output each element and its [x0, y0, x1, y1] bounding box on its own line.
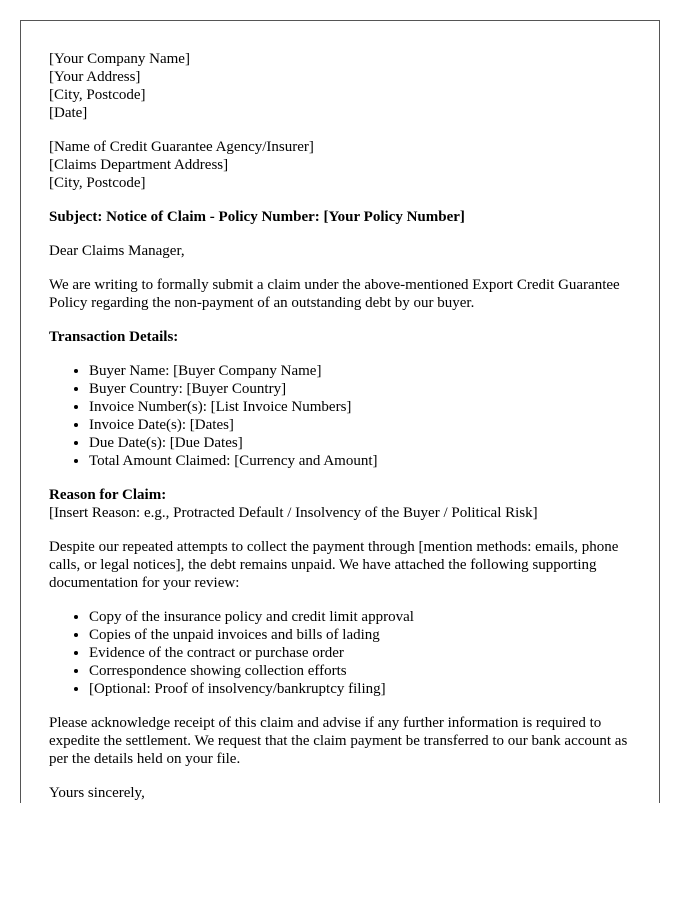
list-item: • Copies of the unpaid invoices and bills of lading	[89, 626, 631, 644]
collection-paragraph: Despite our repeated attempts to collect the payment through [mention methods: emails, phone calls, or legal notices], the debt remains unpaid. We have attached the following supporting documentation for your review:	[49, 539, 619, 591]
closing-paragraph: Please acknowledge receipt of this claim and advise if any further information is required to expedite the settlement. We request that the claim payment be transferred to our bank account as per the details held on your file.	[49, 715, 628, 767]
list-item: • Evidence of the contract or purchase order	[89, 644, 631, 662]
reason-text: [Insert Reason: e.g., Protracted Default / Insolvency of the Buyer / Political Risk]	[49, 505, 538, 521]
recipient-agency: [Name of Credit Guarantee Agency/Insurer]	[49, 139, 314, 155]
sender-company: [Your Company Name]	[49, 51, 190, 67]
list-item: • Correspondence showing collection efforts	[89, 662, 631, 680]
recipient-city: [City, Postcode]	[49, 175, 146, 191]
intro-paragraph: We are writing to formally submit a claim under the above-mentioned Export Credit Guarantee Policy regarding the non-payment of an outstanding debt by our buyer.	[49, 277, 620, 311]
letter-page	[20, 20, 660, 803]
supporting-documents-list	[49, 608, 631, 698]
reason-heading: Reason for Claim:	[49, 487, 167, 503]
list-item: • [Optional: Proof of insolvency/bankruptcy filing]	[89, 680, 631, 698]
list-item: • Copy of the insurance policy and credit limit approval	[89, 608, 631, 626]
transaction-details-list	[49, 362, 631, 470]
letter-date: [Date]	[49, 105, 88, 121]
sender-block	[49, 50, 631, 122]
sender-city: [City, Postcode]	[49, 87, 146, 103]
list-item: • Buyer Name: [Buyer Company Name]	[89, 362, 631, 380]
sign-off: Yours sincerely,	[49, 785, 145, 801]
recipient-block	[49, 138, 631, 192]
list-item: • Invoice Date(s): [Dates]	[89, 416, 631, 434]
sender-address: [Your Address]	[49, 69, 141, 85]
reason-block	[49, 486, 631, 522]
recipient-address: [Claims Department Address]	[49, 157, 229, 173]
list-item: • Due Date(s): [Due Dates]	[89, 434, 631, 452]
list-item: • Buyer Country: [Buyer Country]	[89, 380, 631, 398]
letter-subject: Subject: Notice of Claim - Policy Number: [Your Policy Number]	[49, 209, 465, 225]
transaction-details-heading: Transaction Details:	[49, 329, 179, 345]
list-item: • Invoice Number(s): [List Invoice Numbers]	[89, 398, 631, 416]
list-item: • Total Amount Claimed: [Currency and Amount]	[89, 452, 631, 470]
salutation: Dear Claims Manager,	[49, 243, 185, 259]
